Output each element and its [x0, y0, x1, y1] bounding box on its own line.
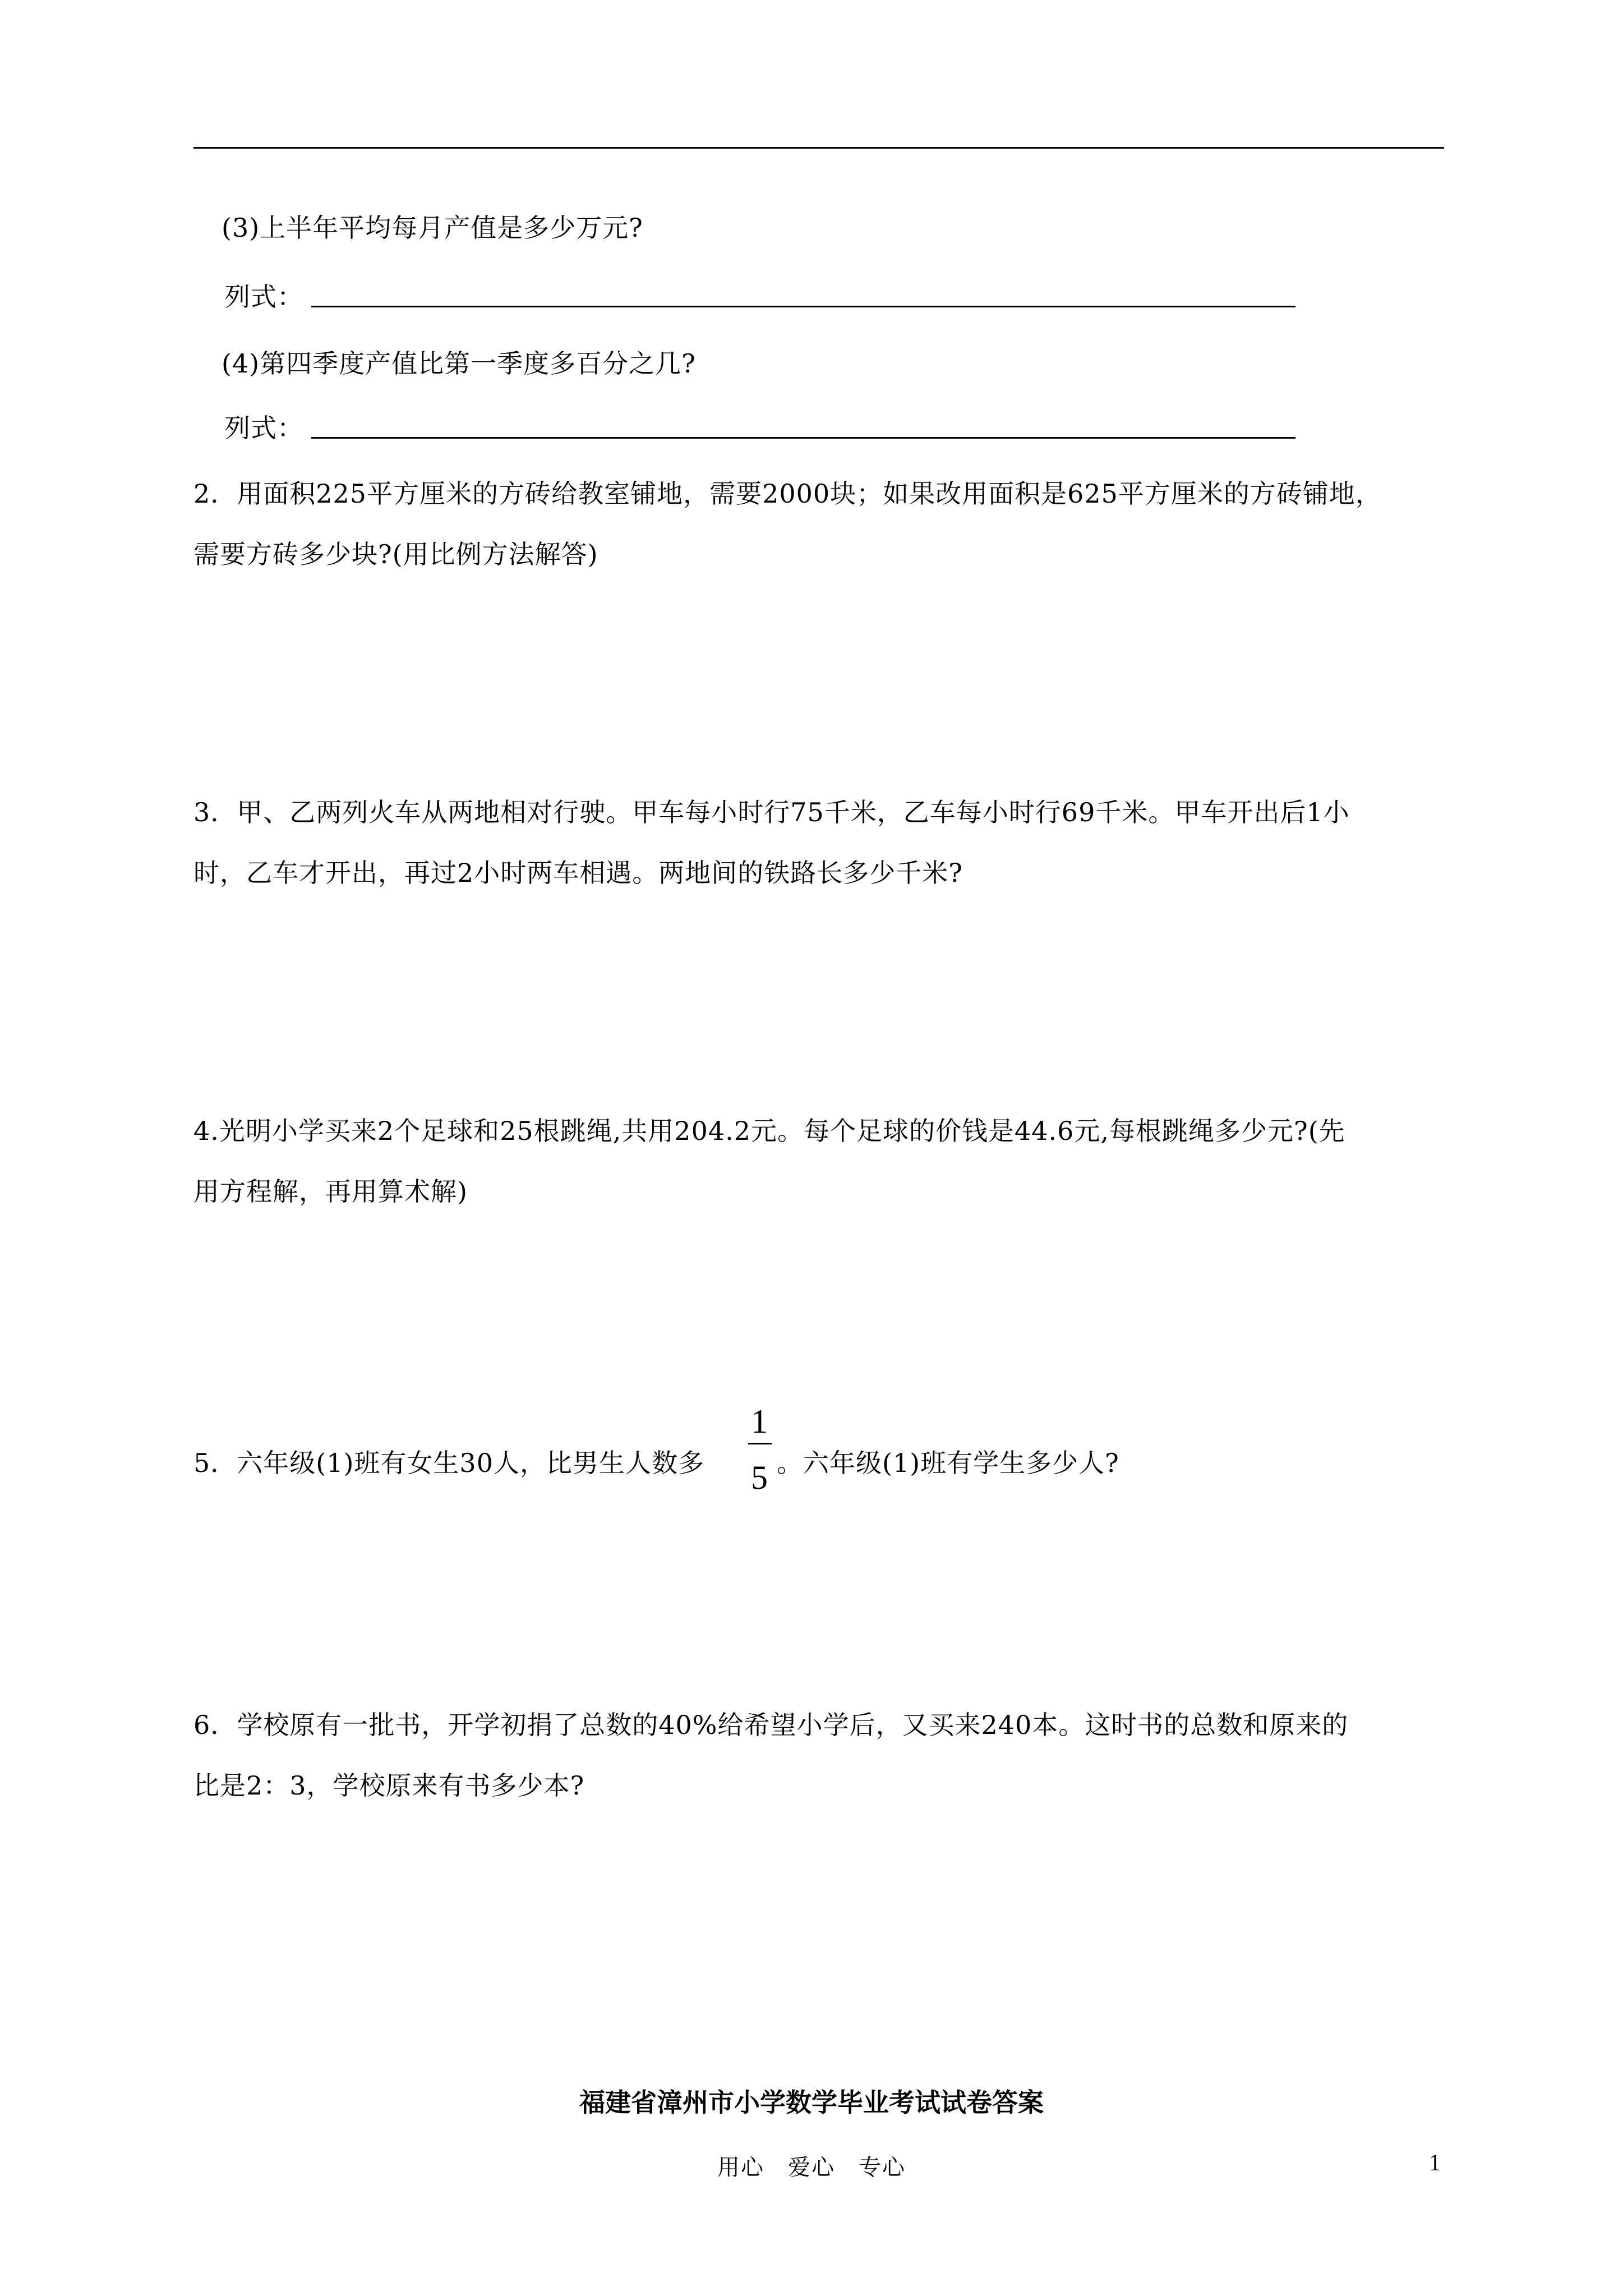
- header-rule: [193, 147, 1444, 149]
- formula-label: 列式：: [224, 413, 303, 443]
- answer-title: 福建省漳州市小学数学毕业考试试卷答案: [579, 2087, 1044, 2118]
- question-4-line-1: 4.光明小学买来2个足球和25根跳绳,共用204.2元。每个足球的价钱是44.6元,每根跳绳多少元?(先: [193, 1116, 1345, 1146]
- question-6-line-1: 6．学校原有一批书，开学初捐了总数的40%给希望小学后，又买来240本。这时书的总数和原来的: [193, 1710, 1349, 1740]
- question-6-line-2: 比是2：3，学校原来有书多少本?: [193, 1770, 585, 1801]
- question-1-3: (3)上半年平均每月产值是多少万元?: [222, 213, 643, 243]
- question-1-4: (4)第四季度产值比第一季度多百分之几?: [222, 348, 696, 379]
- fraction-denominator: 5: [751, 1459, 768, 1496]
- page-number: 1: [1429, 2150, 1441, 2176]
- question-2-line-2: 需要方砖多少块?(用比例方法解答): [193, 539, 598, 569]
- answer-blank[interactable]: [311, 306, 1295, 307]
- footer-motto: 用心 爱心 专心: [717, 2155, 906, 2180]
- question-4-line-2: 用方程解，再用算术解): [193, 1176, 468, 1207]
- question-2-line-1: 2．用面积225平方厘米的方砖给教室铺地，需要2000块；如果改用面积是625平方厘米的方砖铺地，: [193, 478, 1382, 509]
- formula-label: 列式：: [224, 282, 303, 312]
- question-5-after: 。六年级(1)班有学生多少人?: [777, 1448, 1119, 1478]
- question-3-line-2: 时，乙车才开出，再过2小时两车相遇。两地间的铁路长多少千米?: [193, 858, 963, 888]
- fraction-bar: [748, 1443, 772, 1444]
- question-5-before: 5．六年级(1)班有女生30人，比男生人数多: [193, 1448, 704, 1478]
- fraction-numerator: 1: [751, 1403, 768, 1440]
- answer-blank[interactable]: [311, 437, 1295, 439]
- question-3-line-1: 3．甲、乙两列火车从两地相对行驶。甲车每小时行75千米，乙车每小时行69千米。甲车开出后1小: [193, 797, 1350, 827]
